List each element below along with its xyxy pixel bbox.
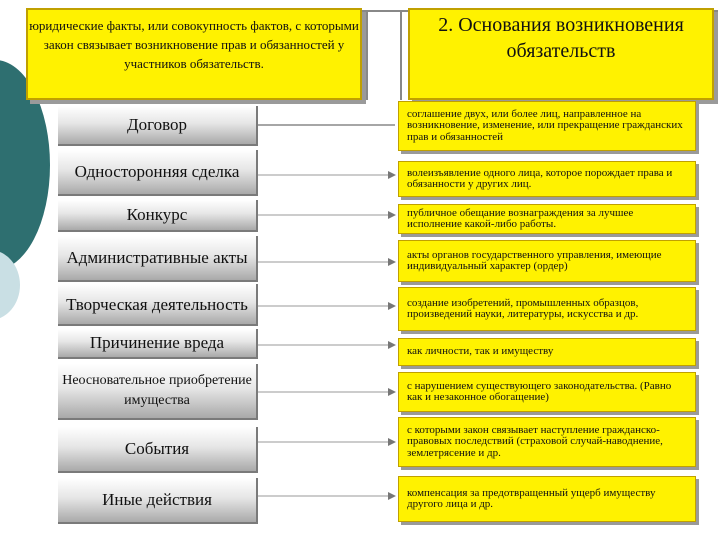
basis-label: Неосновательное приобретение имущества: [62, 373, 252, 408]
basis-unilateral-deal: [58, 150, 258, 196]
definition-contract: [398, 101, 696, 151]
basis-events: [58, 427, 258, 473]
definition-events: [398, 417, 696, 467]
basis-label: Конкурс: [126, 205, 188, 224]
obligation-grounds-title: 2. Основания возникновения обязательств: [438, 14, 684, 62]
basis-unjust-enrichment: [58, 364, 258, 420]
definition-text: акты органов государственного управления, имеющие индивидуальный характер (ордер): [407, 248, 662, 272]
definition-other-actions: [398, 476, 696, 522]
basis-administrative-acts: [58, 236, 258, 282]
definition-text: с которыми закон связывает наступление гражданско-правовых последствий (страховой случай-наводнение, землетрясение и др.: [407, 423, 663, 459]
definition-creative-activity: [398, 287, 696, 331]
definition-unilateral-deal: [398, 161, 696, 197]
definition-text: компенсация за предотвращенный ущерб имуществу другого лица и др.: [407, 486, 656, 510]
basis-causing-harm: [58, 329, 258, 359]
definition-text: как личности, так и имуществу: [407, 345, 554, 358]
basis-label: Иные действия: [102, 490, 212, 509]
definition-text: публичное обещание вознаграждения за лучшее исполнение какой-либо работы.: [407, 206, 634, 230]
definition-text: создание изобретений, промышленных образцов, произведений науки, литературы, искусства и др.: [407, 296, 639, 320]
definition-competition: [398, 204, 696, 234]
basis-contract: [58, 106, 258, 146]
basis-other-actions: [58, 478, 258, 524]
definition-unjust-enrichment: [398, 372, 696, 412]
definition-causing-harm: [398, 338, 696, 366]
basis-creative-activity: [58, 284, 258, 326]
basis-label: События: [124, 439, 190, 458]
basis-label: Творческая деятельность: [66, 294, 248, 314]
basis-label: Причинение вреда: [89, 333, 225, 352]
definition-administrative-acts: [398, 240, 696, 282]
legal-facts-definition-text: юридические факты, или совокупность фактов, с которыми закон связывает возникновение прав и обязанностей у участников обязательств.: [29, 18, 359, 71]
definition-text: соглашение двух, или более лиц, направленное на возникновение, изменение, или прекращение гражданских прав и обязанностей: [407, 107, 683, 143]
basis-competition: [58, 200, 258, 232]
definition-text: с нарушением существующего законодательства. (Равно как и незаконное обогащение): [407, 379, 672, 403]
basis-label: Административные акты: [66, 248, 248, 267]
basis-label: Договор: [126, 115, 188, 134]
basis-label: Односторонняя сделка: [74, 162, 240, 181]
definition-text: волеизъявление одного лица, которое порождает права и обязанности у других лиц.: [407, 166, 673, 190]
